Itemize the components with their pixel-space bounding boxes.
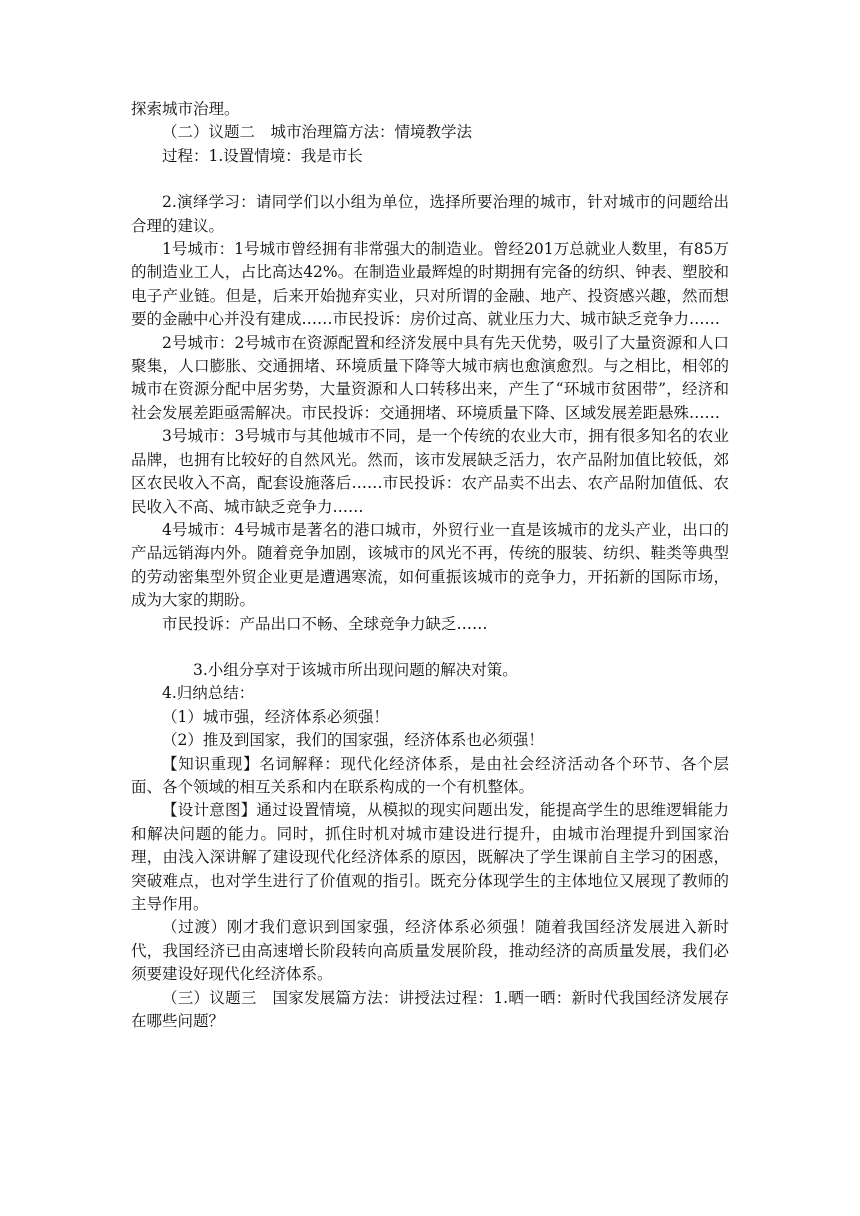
document-page — [131, 98, 729, 1033]
section-heading-topic-two: （二）议题二 城市治理篇方法：情境教学法 — [162, 123, 473, 142]
paragraph-knowledge-review: 【知识重现】名词解释：现代化经济体系，是由社会经济活动各个环节、各个层面、各个领域的相互关系和内在联系构成的一个有机整体。 — [131, 754, 729, 796]
paragraph-step-two: 2.演绎学习：请同学们以小组为单位，选择所要治理的城市，针对城市的问题给出合理的建议。 — [131, 193, 729, 235]
paragraph-step-four: 4.归纳总结： — [162, 684, 255, 703]
paragraph-step-three: 3.小组分享对于该城市所出现问题的解决对策。 — [193, 660, 518, 679]
paragraph-city-four: 4号城市：4号城市是著名的港口城市，外贸行业一直是该城市的龙头产业，出口的产品远销海内外。随着竞争加剧，该城市的风光不再，传统的服装、纺织、鞋类等典型的劳动密集型外贸企业更是遭遇寒流，如何重振该城市的竞争力，开拓新的国际市场，成为大家的期盼。 — [131, 520, 729, 610]
paragraph-city-three: 3号城市：3号城市与其他城市不同，是一个传统的农业大市，拥有很多知名的农业品牌，也拥有比较好的自然风光。然而，该市发展缺乏活力，农产品附加值比较低，郊区农民收入不高，配套设施落后……市民投诉：农产品卖不出去、农产品附加值低、农民收入不高、城市缺乏竞争力…… — [131, 427, 729, 516]
paragraph-process-step-one: 过程：1.设置情境：我是市长 — [162, 146, 363, 165]
paragraph-city-governance-end: 探索城市治理。 — [131, 100, 240, 118]
summary-point-one: （1）城市强，经济体系必须强！ — [162, 707, 389, 726]
blank-line — [131, 636, 729, 659]
paragraph-citizen-complaint: 市民投诉：产品出口不畅、全球竞争力缺乏…… — [162, 614, 488, 633]
paragraph-city-two: 2号城市：2号城市在资源配置和经济发展中具有先天优势，吸引了大量资源和人口聚集，人口膨胀、交通拥堵、环境质量下降等大城市病也愈演愈烈。与之相比，相邻的城市在资源分配中居劣势，大量资源和人口转移出来，产生了“环城市贫困带”，经济和社会发展差距亟需解决。市民投诉：交通拥堵、环境质量下降、区域发展差距悬殊…… — [131, 333, 729, 422]
paragraph-city-one: 1号城市：1号城市曾经拥有非常强大的制造业。曾经201万总就业人数里，有85万的制造业工人，占比高达42%。在制造业最辉煌的时期拥有完备的纺织、钟表、塑胶和电子产业链。但是，后来开始抛弃实业，只对所谓的金融、地产、投资感兴趣，然而想要的金融中心并没有建成……市民投诉：房价过高、就业压力大、城市缺乏竞争力…… — [131, 240, 729, 329]
summary-point-two: （2）推及到国家，我们的国家强，经济体系也必须强！ — [162, 731, 544, 750]
paragraph-design-intent: 【设计意图】通过设置情境，从模拟的现实问题出发，能提高学生的思维逻辑能力和解决问题的能力。同时，抓住时机对城市建设进行提升，由城市治理提升到国家治理，由浅入深讲解了建设现代化经济体系的原因，既解决了学生课前自主学习的困惑，突破难点，也对学生进行了价值观的指引。既充分体现学生的主体地位又展现了教师的主导作用。 — [131, 801, 729, 913]
section-heading-topic-three: （三）议题三 国家发展篇方法：讲授法过程：1.晒一晒：新时代我国经济发展存在哪些问题？ — [131, 988, 729, 1031]
paragraph-transition: （过渡）刚才我们意识到国家强，经济体系必须强！随着我国经济发展进入新时代，我国经济已由高速增长阶段转向高质量发展阶段，推动经济的高质量发展，我们必须要建设好现代化经济体系。 — [131, 918, 729, 984]
blank-line — [131, 168, 729, 191]
